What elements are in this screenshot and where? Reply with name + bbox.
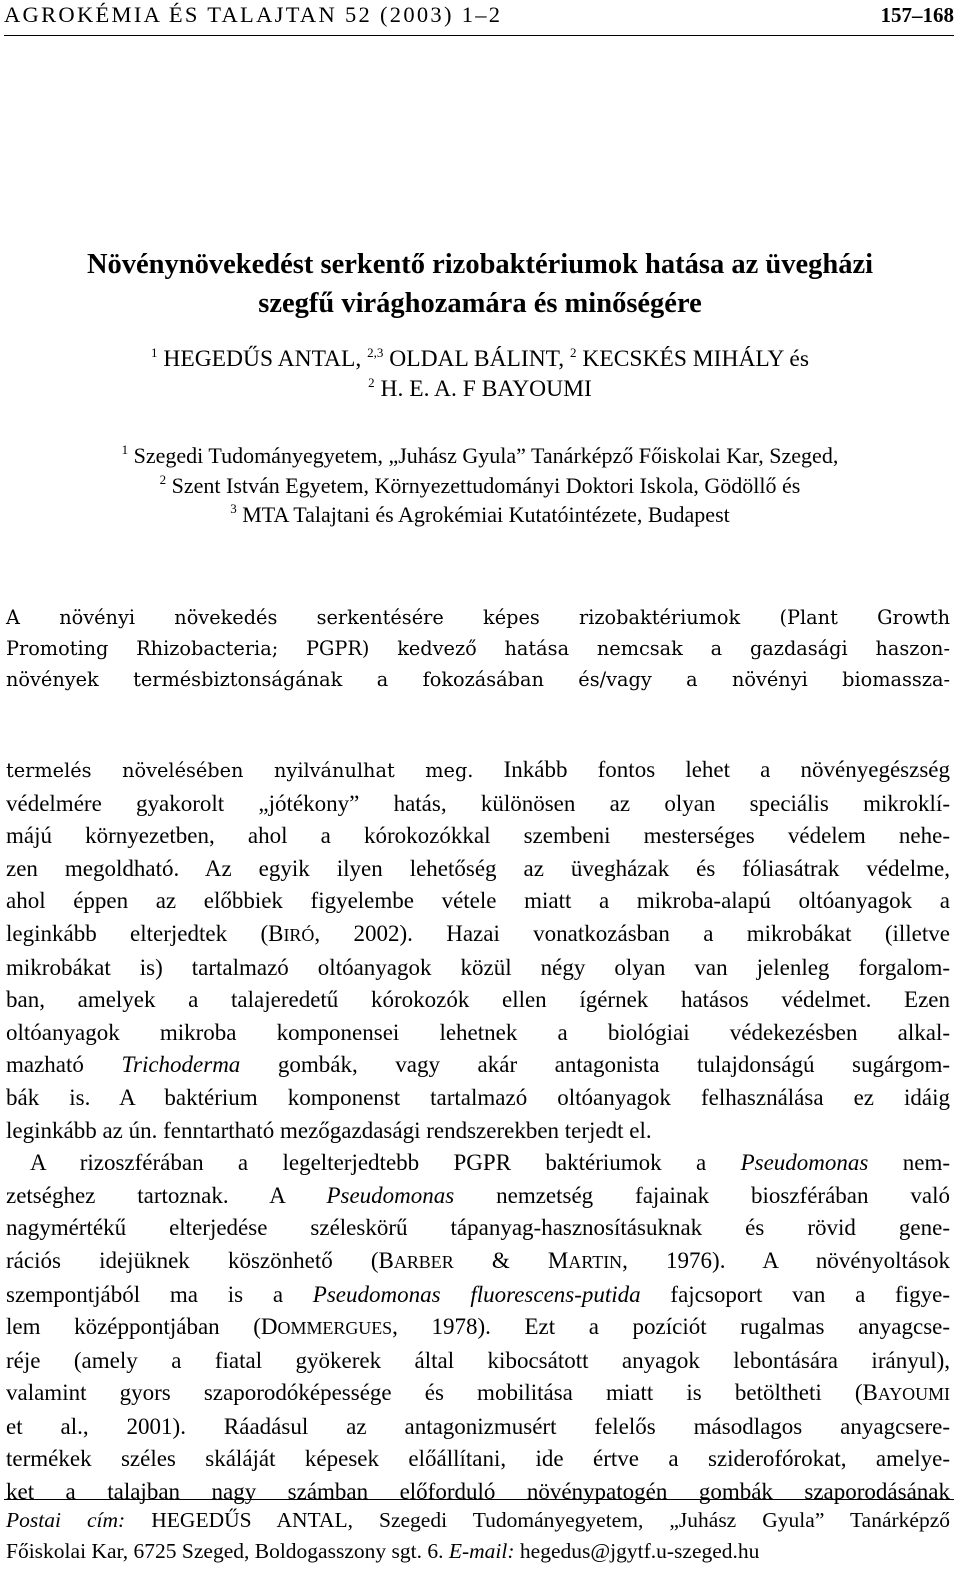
author-name: H. E. A. F BAYOUMI bbox=[380, 376, 592, 402]
affiliation-sup: 3 bbox=[230, 501, 237, 516]
affiliation-text: Szent István Egyetem, Környezettudományi Doktori Iskola, Gödöllő és bbox=[171, 472, 801, 498]
text-run: , 1978). Ezt a pozíciót rugalmas anyagcse- bbox=[392, 1314, 951, 1340]
text-line: májú környezetben, ahol a kórokozókkal szembeni mesterséges védelem nehe- bbox=[6, 823, 950, 849]
affiliation-item bbox=[0, 500, 960, 530]
text-line: védelmére gyakorolt „jótékony” hatás, különösen az olyan speciális mikroklí- bbox=[6, 790, 950, 816]
italic-term: Pseudomonas fluorescens-putida bbox=[312, 1281, 641, 1307]
text-run: nem- bbox=[868, 1150, 950, 1176]
footnote-line bbox=[6, 1505, 950, 1536]
text-run: A rizoszférában a legelterjedtebb PGPR baktériumok a bbox=[30, 1150, 741, 1176]
footnote-line bbox=[6, 1536, 950, 1567]
footnote bbox=[6, 1505, 950, 1567]
affiliation-text: MTA Talajtani és Agrokémiai Kutatóintézete, Budapest bbox=[242, 502, 730, 527]
text-run: szempontjából ma is a bbox=[6, 1281, 313, 1307]
postal-address: Főiskolai Kar, 6725 Szeged, Boldogasszony sgt. 6. bbox=[6, 1539, 449, 1563]
text-line bbox=[6, 1049, 950, 1082]
text-line: oltóanyagok mikroba komponensei lehetnek a biológiai védekezésben alkal- bbox=[6, 1019, 950, 1045]
abstract bbox=[6, 602, 950, 695]
text-run: nemzetség fajainak bioszférában való bbox=[454, 1182, 950, 1208]
text-line: zen megoldható. Az egyik ilyen lehetőség az üvegházak és fóliasátrak védelme, bbox=[6, 855, 950, 881]
affiliation-sup: 2 bbox=[159, 471, 167, 487]
email-label: E-mail: bbox=[448, 1539, 515, 1563]
citation-smallcaps: ARTIN bbox=[568, 1251, 623, 1272]
text-line: bák is. A baktérium komponenst tartalmazó oltóanyagok felhasználása ez idáig bbox=[6, 1084, 950, 1110]
author-list bbox=[0, 344, 960, 404]
text-line: termékek széles skáláját képesek előállítani, ide értve a sziderofórokat, amelye- bbox=[6, 1446, 950, 1472]
page-range: 157–168 bbox=[880, 3, 954, 27]
text-run: Inkább fontos lehet a növényegészség bbox=[503, 757, 950, 782]
text-line bbox=[6, 754, 950, 788]
text-line: ban, amelyek a talajeredetű kórokozók ellen ígérnek hatásos védelmet. Ezen bbox=[6, 987, 950, 1013]
text-run: fajcsoport van a figye- bbox=[640, 1281, 950, 1307]
italic-term: Trichoderma bbox=[121, 1052, 241, 1078]
text-line bbox=[6, 1311, 950, 1345]
paragraph bbox=[6, 754, 950, 1147]
article-title bbox=[0, 245, 960, 323]
text-line: leginkább az ún. fenntartható mezőgazdasági rendszerekben terjedt el. bbox=[6, 1117, 652, 1143]
postal-address: HEGEDŰS ANTAL, Szegedi Tudományegyetem, „Juhász Gyula” Tanárképző bbox=[125, 1508, 950, 1532]
abstract-line: növények termésbiztonságának a fokozásában és/vagy a növényi biomassza- bbox=[6, 668, 950, 691]
affiliation-sup: 1 bbox=[121, 442, 129, 457]
postal-label: Postai cím: bbox=[6, 1508, 126, 1532]
abstract-line: Promoting Rhizobacteria; PGPR) kedvező hatása nemcsak a gazdasági haszon- bbox=[6, 637, 950, 660]
abstract-tail: termelés növelésében nyilvánulhat meg. bbox=[6, 759, 474, 782]
text-line: ahol éppen az előbbiek figyelembe vétele miatt a mikroba-alapú oltóanyagok a bbox=[6, 888, 950, 914]
affiliation-item bbox=[0, 471, 960, 501]
affiliation-text: Szegedi Tudományegyetem, „Juhász Gyula” Tanárképző Főiskolai Kar, Szeged, bbox=[133, 443, 839, 468]
text-line: réje (amely a fiatal gyökerek által kibocsátott anyagok lebontására irányul), bbox=[6, 1347, 950, 1373]
text-line: nagymértékű elterjedése széleskörű tápanyag-hasznosításuknak és rövid gene- bbox=[6, 1215, 950, 1241]
text-run: , 1976). A növényoltások bbox=[622, 1247, 951, 1273]
authors-line-2 bbox=[0, 374, 960, 404]
text-line bbox=[6, 1245, 950, 1279]
text-line bbox=[6, 1147, 950, 1180]
author-name: HEGEDŰS ANTAL, bbox=[163, 346, 362, 372]
author-name: OLDAL BÁLINT, bbox=[389, 346, 565, 372]
abstract-line: A növényi növekedés serkentésére képes rizobaktériumok (Plant Growth bbox=[6, 606, 950, 629]
text-run: valamint gyors szaporodóképessége és mobilitása miatt is betöltheti (B bbox=[6, 1380, 878, 1406]
affiliations bbox=[0, 441, 960, 530]
title-line-1: Növénynövekedést serkentő rizobaktériumok hatása az üvegházi bbox=[86, 249, 874, 280]
text-run: rációs idejüknek köszönhető (B bbox=[6, 1247, 394, 1273]
text-line bbox=[6, 1377, 950, 1411]
text-run: , 2002). Hazai vonatkozásban a mikrobákat (illetve bbox=[314, 920, 950, 946]
text-run: gombák, vagy akár antagonista tulajdonságú sugárgom- bbox=[240, 1052, 951, 1078]
header-rule bbox=[4, 35, 954, 36]
text-line: mikrobákat is) tartalmazó oltóanyagok közül négy olyan van jelenleg forgalom- bbox=[6, 954, 950, 980]
text-line bbox=[6, 1279, 950, 1312]
paragraph bbox=[6, 1147, 950, 1509]
italic-term: Pseudomonas bbox=[740, 1150, 869, 1176]
author-name: KECSKÉS MIHÁLY és bbox=[582, 346, 809, 372]
authors-line-1 bbox=[0, 344, 960, 374]
email-address: hegedus@jgytf.u-szeged.hu bbox=[514, 1539, 760, 1563]
text-run: & M bbox=[453, 1247, 569, 1273]
affiliation-item bbox=[0, 441, 960, 471]
text-line: ket a talajban nagy számban előforduló növénypatogén gombák szaporodásának bbox=[6, 1479, 950, 1505]
text-line bbox=[6, 918, 950, 952]
citation-smallcaps: ARBER bbox=[393, 1251, 454, 1272]
footnote-rule bbox=[4, 1499, 954, 1500]
italic-term: Pseudomonas bbox=[326, 1182, 455, 1208]
text-run: leginkább elterjedtek (B bbox=[6, 920, 284, 946]
author-sup: 2 bbox=[368, 375, 375, 390]
text-line: et al., 2001). Ráadásul az antagonizmusért felelős másodlagos anyagcsere- bbox=[6, 1413, 950, 1439]
author-sup: 2 bbox=[570, 345, 577, 360]
text-run: zetséghez tartoznak. A bbox=[6, 1182, 327, 1208]
body-text bbox=[6, 754, 950, 1509]
title-line-2: szegfű virághozamára és minőségére bbox=[258, 288, 702, 319]
running-header bbox=[4, 2, 954, 32]
author-sup: 1 bbox=[151, 345, 158, 360]
citation-smallcaps: OMMERGUES bbox=[277, 1318, 393, 1339]
author-sup: 2,3 bbox=[367, 345, 384, 360]
citation-smallcaps: AYOUMI bbox=[877, 1384, 950, 1405]
text-run: mazható bbox=[6, 1052, 122, 1078]
text-line bbox=[6, 1180, 950, 1213]
text-run: lem középpontjában (D bbox=[6, 1314, 278, 1340]
journal-citation: AGROKÉMIA ÉS TALAJTAN 52 (2003) 1–2 bbox=[4, 2, 503, 27]
citation-smallcaps: IRÓ bbox=[283, 924, 315, 945]
